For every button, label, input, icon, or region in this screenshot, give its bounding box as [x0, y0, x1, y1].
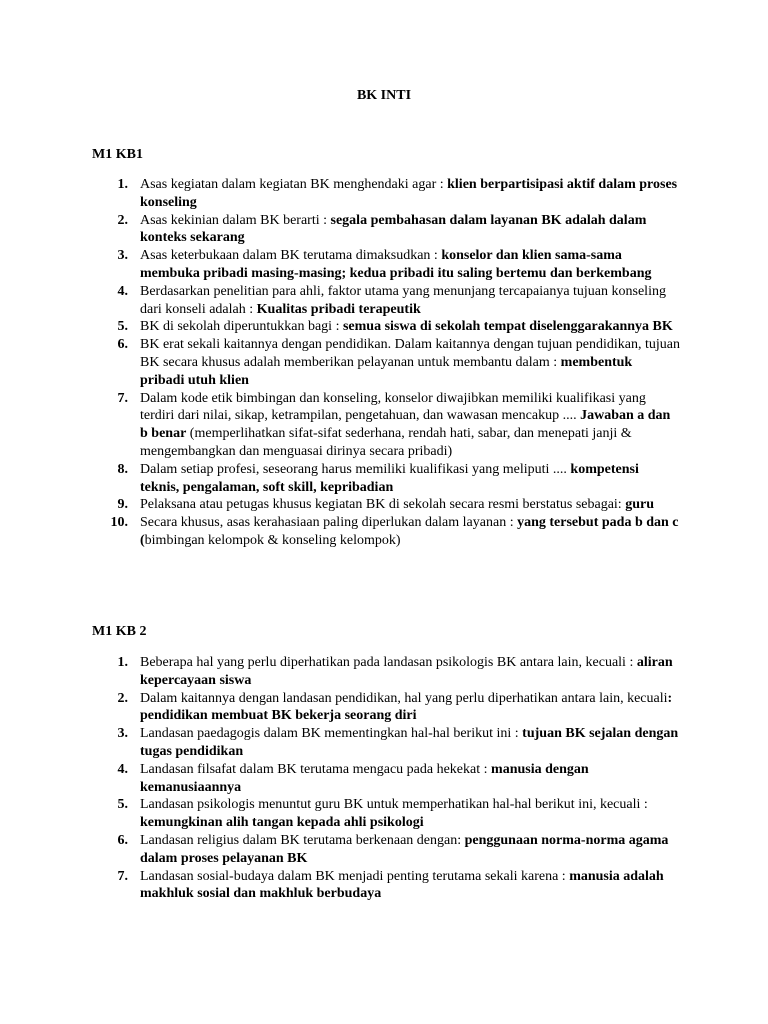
question-text: BK di sekolah diperuntukkan bagi : [140, 319, 343, 335]
question-number: 1. [117, 177, 128, 192]
answer-text: manusia dengan kemanusiaannya [140, 761, 589, 795]
answer-text: konselor dan klien sama-sama membuka pribadi masing-masing; kedua pribadi itu saling bertemu dan berkembang [140, 248, 652, 281]
question-item [117, 654, 680, 690]
question-number: 10. [110, 515, 128, 531]
answer-text: membentuk pribadi utuh klien [140, 354, 633, 388]
question-text: Berdasarkan penelitian para ahli, faktor utama yang menunjang tercapaianya tujuan konseling dari konseli adalah : [140, 283, 666, 317]
question-text: Asas keterbukaan dalam BK terutama dimaksudkan : [140, 248, 442, 264]
question-number: 4. [117, 761, 128, 777]
answer-text: Kualitas pribadi terapeutik [256, 301, 421, 317]
answer-text: penggunaan norma-norma agama dalam proses pelayanan BK [140, 832, 669, 866]
question-text: Landasan filsafat dalam BK terutama mengacu pada hekekat : [140, 761, 492, 777]
question-text: Dalam kode etik bimbingan dan konseling, konselor diwajibkan memiliki kualifikasi yang terdiri dari nilai, sikap, ketrampilan, pengetahuan, dan wawasan mencakup .... [140, 390, 646, 424]
question-text: BK erat sekali kaitannya dengan pendidikan. Dalam kaitannya dengan tujuan pendidikan, tujuan BK secara khusus adalah memberikan pelayanan untuk membantu dalam : [140, 337, 680, 370]
answer-text: klien berpartisipasi aktif dalam proses konseling [140, 177, 678, 210]
answer-note: bimbingan kelompok & konseling kelompok) [144, 532, 401, 548]
answer-text: kompetensi teknis, pengalaman, soft skill, kepribadian [140, 461, 639, 495]
question-text: Dalam setiap profesi, seseorang harus memiliki kualifikasi yang meliputi .... [140, 461, 571, 477]
question-number: 1. [117, 655, 128, 670]
question-number: 8. [117, 461, 128, 477]
answer-text: kemungkinan alih tangan kepada ahli psikologi [140, 815, 424, 831]
question-item [117, 283, 680, 319]
section-heading-m1-kb2: M1 KB 2 [92, 624, 147, 639]
question-item [117, 761, 680, 797]
question-number: 5. [117, 797, 128, 813]
question-item [117, 725, 680, 761]
question-item [117, 496, 680, 514]
question-text: Pelaksana atau petugas khusus kegiatan BK di sekolah secara resmi berstatus sebagai: [140, 497, 626, 513]
answer-text: semua siswa di sekolah tempat diselenggarakannya BK [342, 319, 673, 335]
section-heading-m1-kb1: M1 KB1 [92, 147, 143, 162]
question-number: 4. [117, 283, 128, 299]
question-number: 6. [117, 337, 128, 353]
question-item [117, 176, 680, 212]
question-text: Asas kegiatan dalam kegiatan BK menghendaki agar : [140, 177, 448, 192]
question-text: Landasan paedagogis dalam BK mementingkan hal-hal berikut ini : [140, 726, 523, 742]
question-text: Landasan sosial-budaya dalam BK menjadi penting terutama sekali karena : [140, 868, 570, 884]
question-number: 5. [117, 319, 128, 335]
answer-text: yang tersebut pada b dan c ( [140, 515, 679, 548]
question-item [117, 247, 680, 283]
question-item [117, 461, 680, 497]
answer-text: manusia adalah makhluk sosial dan makhluk berbudaya [140, 868, 664, 902]
question-item [117, 390, 680, 461]
question-text: Dalam kaitannya dengan landasan pendidikan, hal yang perlu diperhatikan antara lain, kecuali [140, 690, 668, 706]
question-item [117, 868, 680, 904]
question-number: 9. [117, 497, 128, 513]
document-title: BK INTI [356, 88, 412, 103]
question-number: 3. [117, 726, 128, 742]
question-item [117, 796, 680, 832]
question-item [117, 318, 680, 336]
question-list-kb1 [110, 176, 680, 550]
question-list-kb2 [117, 654, 680, 903]
question-text: Landasan religius dalam BK terutama berkenaan dengan: [140, 832, 465, 848]
question-text: Beberapa hal yang perlu diperhatikan pada landasan psikologis BK antara lain, kecuali : [140, 655, 637, 670]
answer-text: aliran kepercayaan siswa [140, 655, 673, 688]
question-text: Asas kekinian dalam BK berarti : [140, 212, 331, 228]
answer-text: tujuan BK sejalan dengan tugas pendidikan [140, 726, 679, 759]
answer-text: : pendidikan membuat BK bekerja seorang diri [140, 690, 673, 724]
question-number: 6. [117, 832, 128, 848]
question-item [117, 690, 680, 726]
question-number: 2. [117, 212, 128, 228]
question-text: Landasan psikologis menuntut guru BK untuk memperhatikan hal-hal berikut ini, kecuali : [140, 797, 648, 813]
answer-text: guru [625, 497, 654, 513]
question-item [117, 832, 680, 868]
answer-text: Jawaban a dan b benar [140, 408, 671, 442]
question-number: 2. [117, 690, 128, 706]
question-text: Secara khusus, asas kerahasiaan paling diperlukan dalam layanan : [140, 515, 518, 531]
question-item [117, 336, 680, 389]
question-item [110, 514, 680, 550]
question-number: 3. [117, 248, 128, 264]
question-item [117, 212, 680, 248]
question-number: 7. [117, 868, 128, 884]
question-number: 7. [117, 390, 128, 406]
answer-text: segala pembahasan dalam layanan BK adalah dalam konteks sekarang [140, 212, 647, 246]
answer-note: (memperlihatkan sifat-sifat sederhana, rendah hati, sabar, dan menepati janji & mengembangkan dan menguasai dirinya secara pribadi) [140, 426, 632, 459]
